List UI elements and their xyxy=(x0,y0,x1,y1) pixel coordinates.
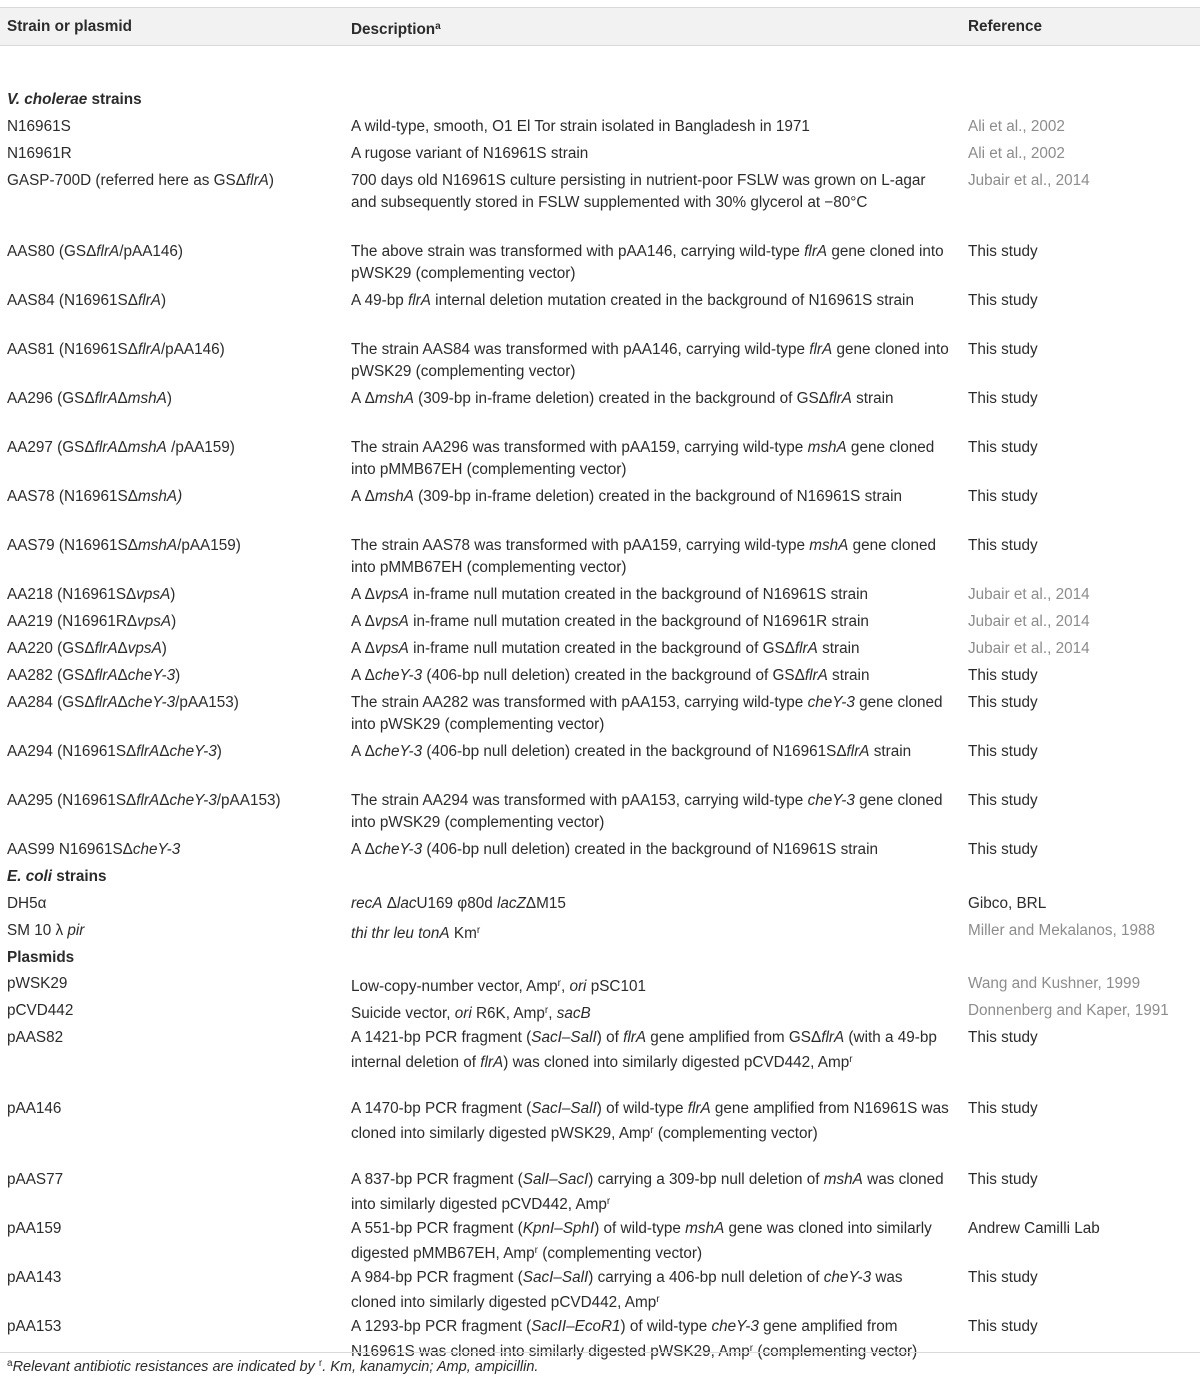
table-row xyxy=(0,1167,1200,1216)
table-row xyxy=(0,1216,1200,1265)
table-row xyxy=(0,386,1200,435)
table-row xyxy=(0,239,1200,288)
description-cell: The strain AAS78 was transformed with pAA159, carrying wild-type mshA gene cloned into pMMB67EH (complementing vector) xyxy=(351,537,936,576)
section-title: E. coli strains xyxy=(7,868,107,885)
strain-or-plasmid-cell: AA284 (GSΔflrAΔcheY-3/pAA153) xyxy=(7,694,239,711)
reference-cell: This study xyxy=(968,667,1038,684)
strain-or-plasmid-cell: AA218 (N16961SΔvpsA) xyxy=(7,586,176,603)
description-cell: A ΔmshA (309-bp in-frame deletion) created in the background of N16961S strain xyxy=(351,488,903,505)
header-description-label: Description xyxy=(351,21,436,38)
description-cell: recA ΔlacU169 φ80d lacZΔM15 xyxy=(351,895,566,912)
description-cell: A 984-bp PCR fragment (SacI–SalI) carrying a 406-bp null deletion of cheY-3 was cloned into similarly digested pCVD442, Amp$^r$ xyxy=(351,1269,903,1311)
table-header-row xyxy=(0,7,1200,46)
reference-cell: Gibco, BRL xyxy=(968,895,1047,912)
description-cell: A rugose variant of N16961S strain xyxy=(351,145,589,162)
description-cell: The strain AA296 was transformed with pAA159, carrying wild-type mshA gene cloned into pMMB67EH (complementing vector) xyxy=(351,439,935,478)
table-row xyxy=(0,141,1200,168)
table-row xyxy=(0,1265,1200,1314)
header-description xyxy=(351,16,951,41)
strain-or-plasmid-cell: pAAS82 xyxy=(7,1029,64,1046)
reference-cell: This study xyxy=(968,243,1038,260)
reference-link[interactable]: Jubair et al., 2014 xyxy=(968,640,1090,657)
reference-cell: This study xyxy=(968,390,1038,407)
reference-link[interactable]: Miller and Mekalanos, 1988 xyxy=(968,922,1156,939)
table-row xyxy=(0,337,1200,386)
reference-cell: This study xyxy=(968,1269,1038,1286)
strain-or-plasmid-cell: AAS84 (N16961SΔflrA) xyxy=(7,292,167,309)
header-reference: Reference xyxy=(968,18,1042,35)
reference-link[interactable]: Wang and Kushner, 1999 xyxy=(968,975,1141,992)
strain-or-plasmid-cell: DH5α xyxy=(7,895,47,912)
strain-or-plasmid-cell: AA220 (GSΔflrAΔvpsA) xyxy=(7,640,167,657)
strain-or-plasmid-cell: AA297 (GSΔflrAΔmshA /pAA159) xyxy=(7,439,235,456)
table-row xyxy=(0,918,1200,945)
strain-or-plasmid-cell: AA294 (N16961SΔflrAΔcheY-3) xyxy=(7,743,222,760)
header-description-footnote-marker: a xyxy=(435,21,441,32)
table-row xyxy=(0,168,1200,239)
description-cell: A ΔvpsA in-frame null mutation created in the background of GSΔflrA strain xyxy=(351,640,860,657)
reference-cell: This study xyxy=(968,792,1038,809)
reference-link[interactable]: Ali et al., 2002 xyxy=(968,118,1065,135)
table-row xyxy=(0,663,1200,690)
description-cell: 700 days old N16961S culture persisting in nutrient-poor FSLW was grown on L-agar and subsequently stored in FSLW supplemented with 30% glycerol at −80°C xyxy=(351,172,926,211)
table-row xyxy=(0,837,1200,864)
reference-cell: This study xyxy=(968,1318,1038,1335)
reference-cell: Andrew Camilli Lab xyxy=(968,1220,1100,1237)
reference-cell: This study xyxy=(968,1171,1038,1188)
strain-or-plasmid-cell: AA296 (GSΔflrAΔmshA) xyxy=(7,390,172,407)
strain-or-plasmid-cell: AAS79 (N16961SΔmshA/pAA159) xyxy=(7,537,241,554)
reference-cell: This study xyxy=(968,439,1038,456)
footnote-marker: a xyxy=(7,1358,13,1369)
strain-or-plasmid-cell: AAS99 N16961SΔcheY-3 xyxy=(7,841,181,858)
description-cell: thi thr leu tonA Km$^r$ xyxy=(351,925,481,942)
description-cell: The strain AAS84 was transformed with pAA146, carrying wild-type flrA gene cloned into pWSK29 (complementing vector) xyxy=(351,341,949,380)
strain-or-plasmid-cell: pCVD442 xyxy=(7,1002,74,1019)
reference-cell: This study xyxy=(968,841,1038,858)
strain-or-plasmid-cell: pAA143 xyxy=(7,1269,62,1286)
description-cell: Low-copy-number vector, Amp$^r$, ori pSC101 xyxy=(351,978,646,995)
table-row xyxy=(0,1096,1200,1167)
table-bottom-rule xyxy=(0,1352,1200,1353)
reference-cell: This study xyxy=(968,1029,1038,1046)
reference-cell: This study xyxy=(968,292,1038,309)
table-row xyxy=(0,971,1200,998)
description-cell: A 1421-bp PCR fragment (SacI–SalI) of flrA gene amplified from GSΔflrA (with a 49-bp internal deletion of flrA) was cloned into similarly digested pCVD442, Amp$^r$ xyxy=(351,1029,937,1071)
description-cell: A ΔmshA (309-bp in-frame deletion) created in the background of GSΔflrA strain xyxy=(351,390,894,407)
description-cell: A 837-bp PCR fragment (SalI–SacI) carrying a 309-bp null deletion of mshA was cloned into similarly digested pCVD442, Amp$^r$ xyxy=(351,1171,944,1213)
strain-or-plasmid-cell: pWSK29 xyxy=(7,975,68,992)
description-cell: A 49-bp flrA internal deletion mutation created in the background of N16961S strain xyxy=(351,292,914,309)
strain-or-plasmid-cell: N16961S xyxy=(7,118,71,135)
table-footnote xyxy=(7,1358,538,1375)
section-title: Plasmids xyxy=(7,949,75,966)
strain-or-plasmid-cell: SM 10 λ pir xyxy=(7,922,85,939)
strain-or-plasmid-cell: pAA146 xyxy=(7,1100,62,1117)
table-row xyxy=(0,1025,1200,1096)
table-row xyxy=(0,288,1200,337)
description-cell: A wild-type, smooth, O1 El Tor strain isolated in Bangladesh in 1971 xyxy=(351,118,810,135)
strain-or-plasmid-cell: pAAS77 xyxy=(7,1171,64,1188)
reference-cell: This study xyxy=(968,1100,1038,1117)
reference-link[interactable]: Donnenberg and Kaper, 1991 xyxy=(968,1002,1169,1019)
section-header-row xyxy=(0,945,1200,971)
table-row xyxy=(0,484,1200,533)
description-cell: A ΔcheY-3 (406-bp null deletion) created in the background of N16961SΔflrA strain xyxy=(351,743,912,760)
reference-link[interactable]: Jubair et al., 2014 xyxy=(968,172,1090,189)
section-header-row xyxy=(0,87,1200,114)
table-row xyxy=(0,636,1200,663)
description-cell: A 551-bp PCR fragment (KpnI–SphI) of wild-type mshA gene was cloned into similarly digested pMMB67EH, Amp$^r$ (complementing vector) xyxy=(351,1220,932,1262)
strain-or-plasmid-cell: pAA153 xyxy=(7,1318,62,1335)
reference-cell: This study xyxy=(968,341,1038,358)
table-row xyxy=(0,609,1200,636)
description-cell: A 1470-bp PCR fragment (SacI–SalI) of wild-type flrA gene amplified from N16961S was cloned into similarly digested pWSK29, Amp$^r$ (complementing vector) xyxy=(351,1100,949,1142)
strain-or-plasmid-cell: AAS81 (N16961SΔflrA/pAA146) xyxy=(7,341,225,358)
table-row xyxy=(0,690,1200,739)
description-cell: A ΔcheY-3 (406-bp null deletion) created in the background of GSΔflrA strain xyxy=(351,667,870,684)
table-row xyxy=(0,998,1200,1025)
description-cell: A ΔcheY-3 (406-bp null deletion) created in the background of N16961S strain xyxy=(351,841,878,858)
header-strain-or-plasmid: Strain or plasmid xyxy=(7,18,132,35)
table-row xyxy=(0,582,1200,609)
description-cell: The strain AA294 was transformed with pAA153, carrying wild-type cheY-3 gene cloned into pWSK29 (complementing vector) xyxy=(351,792,943,831)
strain-or-plasmid-cell: N16961R xyxy=(7,145,72,162)
section-title: V. cholerae strains xyxy=(7,91,142,108)
table-row xyxy=(0,739,1200,788)
strain-or-plasmid-cell: pAA159 xyxy=(7,1220,62,1237)
table-row xyxy=(0,114,1200,141)
table-row xyxy=(0,533,1200,582)
description-cell: A ΔvpsA in-frame null mutation created in the background of N16961R strain xyxy=(351,613,869,630)
reference-link[interactable]: Jubair et al., 2014 xyxy=(968,586,1090,603)
footnote-text: Relevant antibiotic resistances are indicated by $^r$. Km, kanamycin; Amp, ampicillin. xyxy=(12,1358,539,1375)
strain-or-plasmid-cell: AAS80 (GSΔflrA/pAA146) xyxy=(7,243,184,260)
table-row xyxy=(0,435,1200,484)
strain-or-plasmid-cell: AAS78 (N16961SΔmshA) xyxy=(7,488,183,505)
reference-link[interactable]: Jubair et al., 2014 xyxy=(968,613,1090,630)
table-row xyxy=(0,891,1200,918)
description-cell: Suicide vector, ori R6K, Amp$^r$, sacB xyxy=(351,1005,591,1022)
strain-or-plasmid-cell: GASP-700D (referred here as GSΔflrA) xyxy=(7,172,274,189)
section-header-row xyxy=(0,864,1200,891)
description-cell: A ΔvpsA in-frame null mutation created in the background of N16961S strain xyxy=(351,586,869,603)
strain-or-plasmid-cell: AA219 (N16961RΔvpsA) xyxy=(7,613,177,630)
strain-plasmid-table xyxy=(0,7,1200,1360)
description-cell: The above strain was transformed with pAA146, carrying wild-type flrA gene cloned into pWSK29 (complementing vector) xyxy=(351,243,944,282)
reference-cell: This study xyxy=(968,743,1038,760)
reference-cell: This study xyxy=(968,488,1038,505)
description-cell: The strain AA282 was transformed with pAA153, carrying wild-type cheY-3 gene cloned into pWSK29 (complementing vector) xyxy=(351,694,943,733)
description-cell: A 1293-bp PCR fragment (SacII–EcoR1) of wild-type cheY-3 gene amplified from N16961S was cloned into similarly digested pWSK29, Amp$^r$ (complementing vector) xyxy=(351,1318,918,1360)
table-row xyxy=(0,788,1200,837)
reference-link[interactable]: Ali et al., 2002 xyxy=(968,145,1065,162)
reference-cell: This study xyxy=(968,694,1038,711)
strain-or-plasmid-cell: AA282 (GSΔflrAΔcheY-3) xyxy=(7,667,181,684)
strain-or-plasmid-cell: AA295 (N16961SΔflrAΔcheY-3/pAA153) xyxy=(7,792,281,809)
reference-cell: This study xyxy=(968,537,1038,554)
